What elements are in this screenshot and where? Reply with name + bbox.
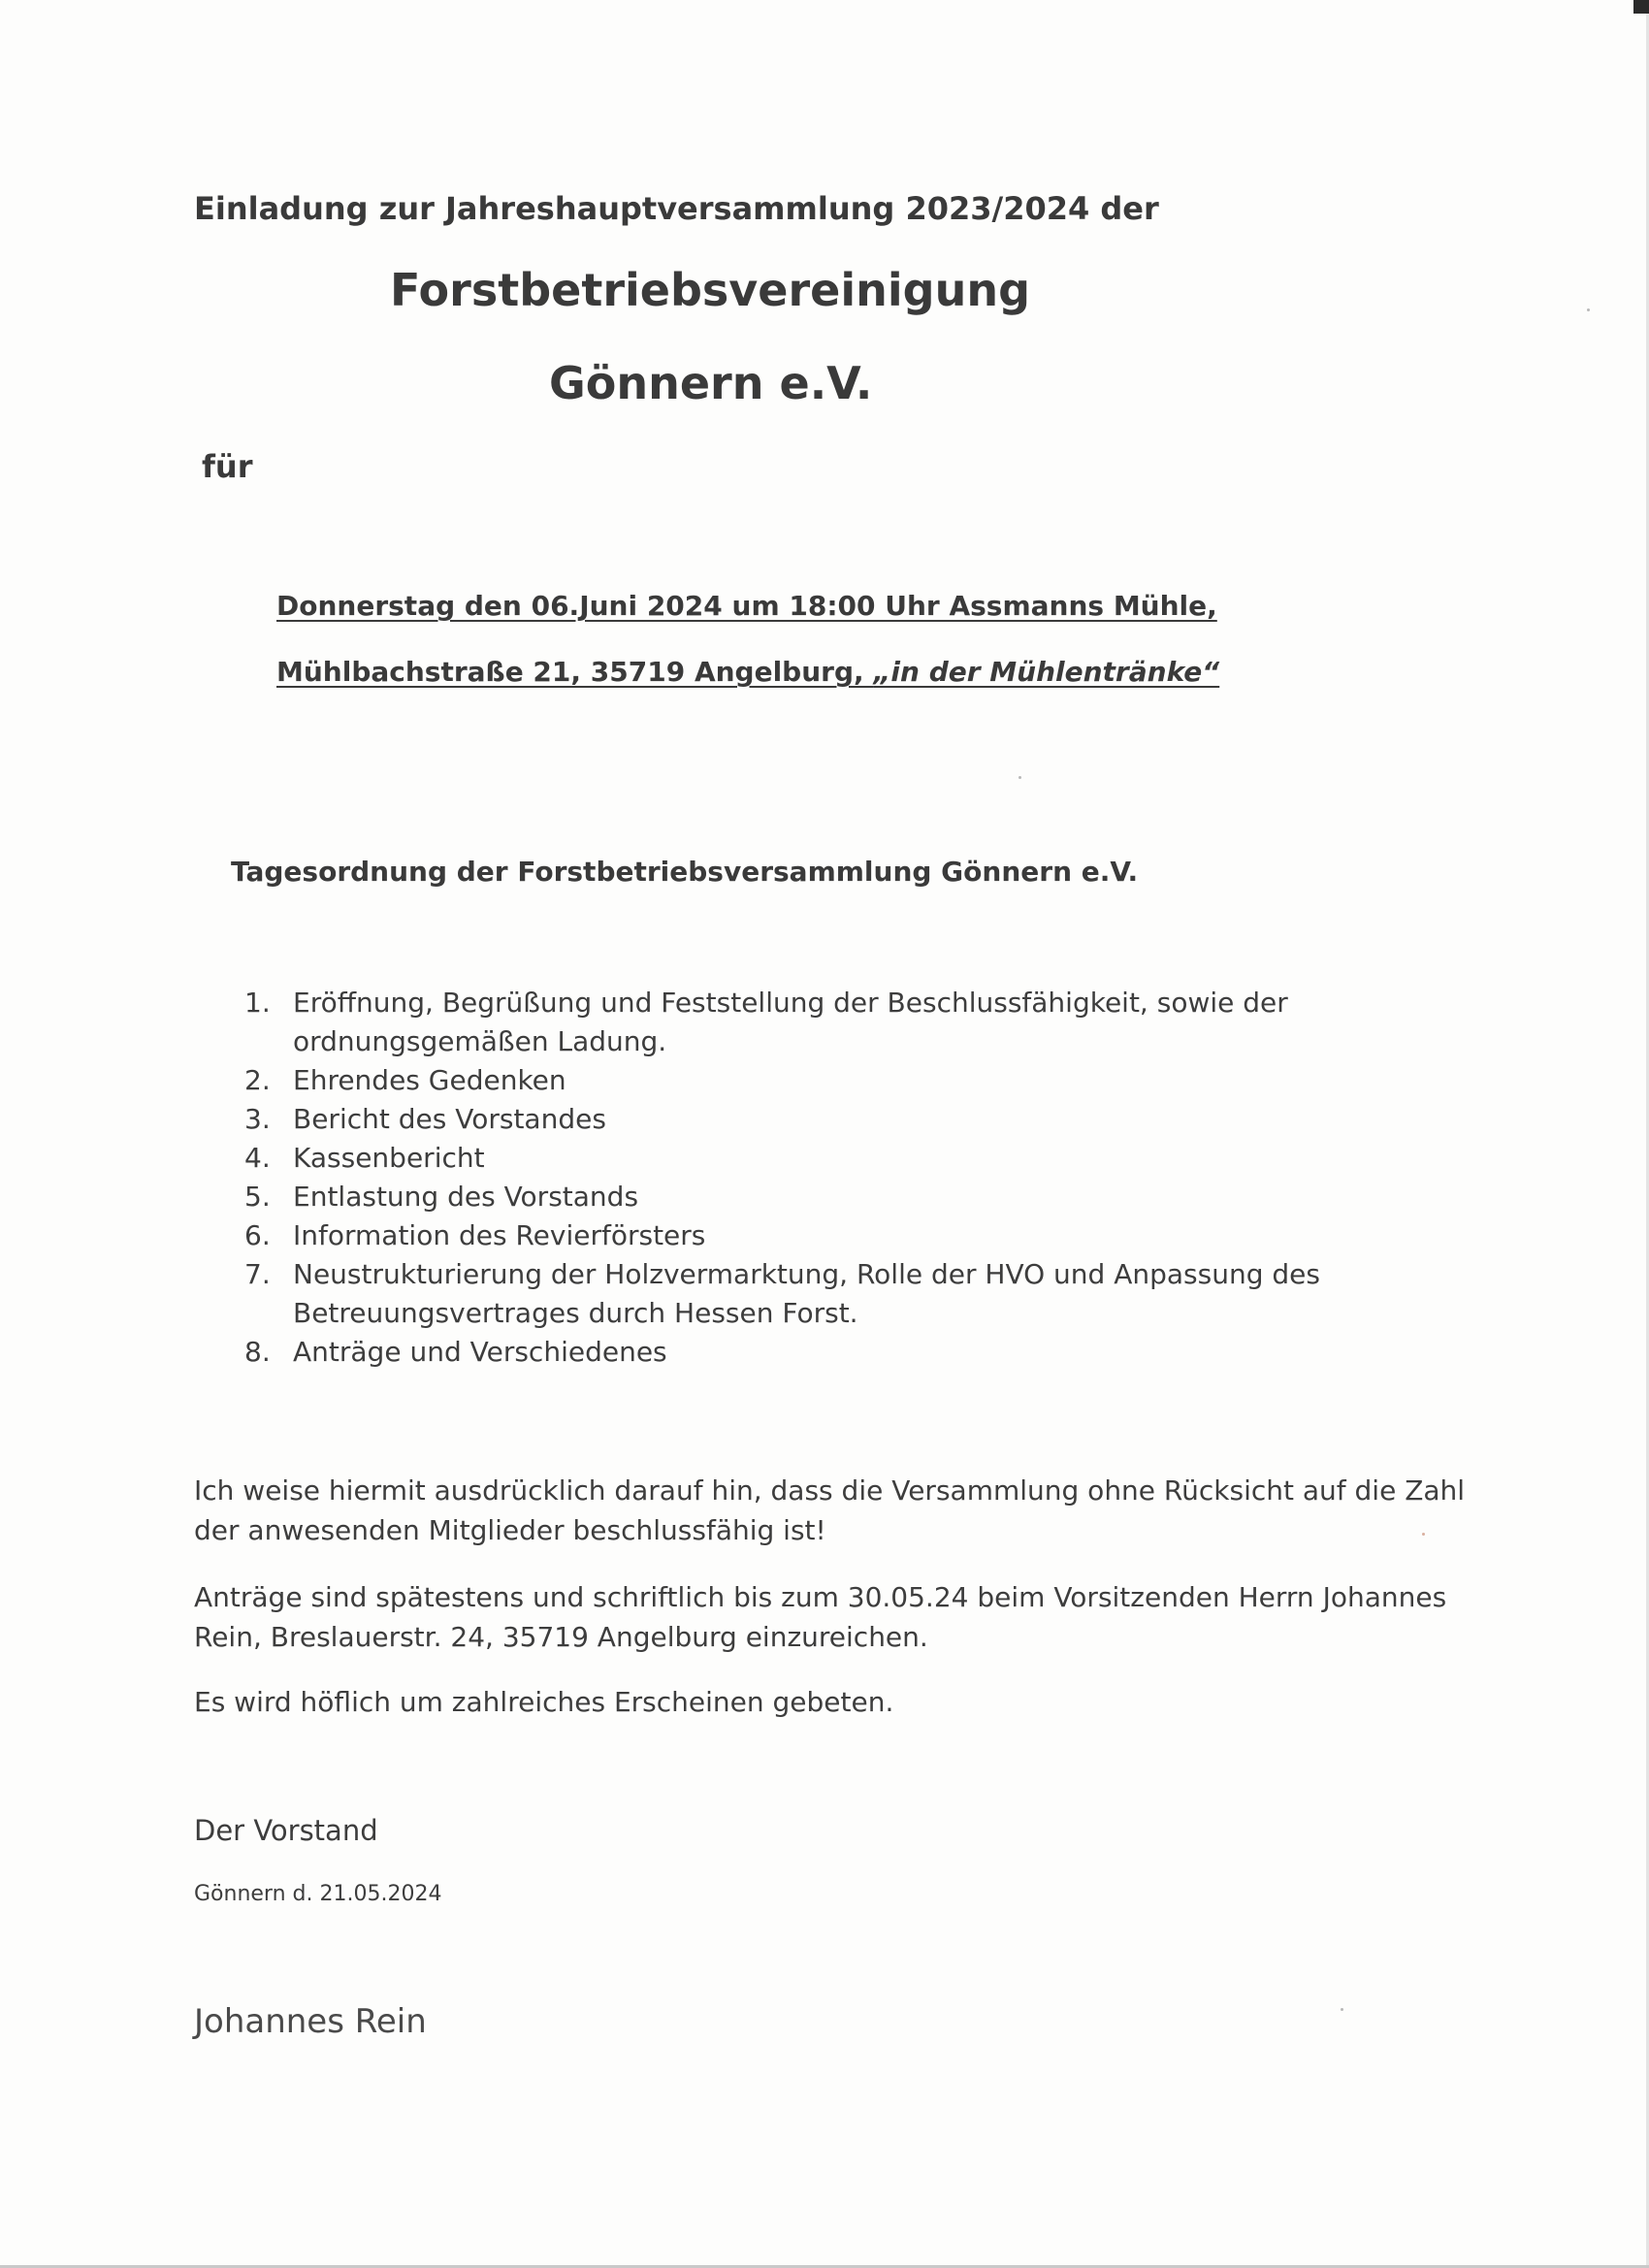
scan-speck xyxy=(1018,776,1021,779)
meeting-address xyxy=(276,656,1219,688)
agenda-item-text: Information des Revierförsters xyxy=(293,1219,706,1251)
scan-speck xyxy=(1341,2008,1343,2011)
meeting-date-venue: Donnerstag den 06.Juni 2024 um 18:00 Uhr Assmanns Mühle, xyxy=(276,590,1217,622)
agenda-item-text: Anträge und Verschiedenes xyxy=(293,1336,667,1368)
attendance-request-text: Es wird höflich um zahlreiches Erscheinen gebeten. xyxy=(194,1686,894,1718)
motions-notice-line: Anträge sind spätestens und schriftlich bis zum 30.05.24 beim Vorsitzenden Herrn Johannes xyxy=(194,1581,1447,1613)
agenda-item xyxy=(231,1216,1356,1255)
agenda-item xyxy=(231,1139,1356,1178)
agenda-item-number: 1. xyxy=(244,987,271,1019)
agenda-list xyxy=(231,984,1356,1372)
quorum-notice-line: der anwesenden Mitglieder beschlussfähig ist! xyxy=(194,1514,826,1546)
quorum-notice xyxy=(194,1471,1466,1550)
meeting-room: „in der Mühlentränke“ xyxy=(873,656,1220,688)
agenda-item-number: 3. xyxy=(244,1103,271,1135)
agenda-item-number: 2. xyxy=(244,1064,271,1096)
agenda-item-number: 4. xyxy=(244,1142,271,1174)
signature-name: Johannes Rein xyxy=(194,2002,427,2041)
agenda-item-text: Neustrukturierung der Holzvermarktung, Rolle der HVO und Anpassung des xyxy=(293,1258,1320,1290)
agenda-item-text: ordnungsgemäßen Ladung. xyxy=(293,1025,667,1057)
agenda-item-text: Bericht des Vorstandes xyxy=(293,1103,606,1135)
agenda-item-text: Eröffnung, Begrüßung und Feststellung der Beschlussfähigkeit, sowie der xyxy=(293,987,1288,1019)
agenda-item xyxy=(231,1333,1356,1372)
attendance-request xyxy=(194,1682,1455,1722)
for-label: für xyxy=(202,448,253,485)
agenda-item xyxy=(231,984,1356,1061)
agenda-item-text: Entlastung des Vorstands xyxy=(293,1181,639,1213)
agenda-item-text: Kassenbericht xyxy=(293,1142,485,1174)
agenda-item-number: 5. xyxy=(244,1181,271,1213)
agenda-item xyxy=(231,1255,1356,1333)
agenda-title: Tagesordnung der Forstbetriebsversammlung Gönnern e.V. xyxy=(231,856,1139,888)
agenda-item xyxy=(231,1178,1356,1216)
organization-location: Gönnern e.V. xyxy=(549,357,873,409)
agenda-item xyxy=(231,1100,1356,1139)
agenda-item xyxy=(231,1061,1356,1100)
invitation-intro: Einladung zur Jahreshauptversammlung 2023/2024 der xyxy=(194,190,1159,227)
agenda-item-text: Betreuungsvertrages durch Hessen Forst. xyxy=(293,1297,858,1329)
organization-name: Forstbetriebsvereinigung xyxy=(390,264,1030,316)
motions-notice xyxy=(194,1577,1455,1657)
signature-place-date: Gönnern d. 21.05.2024 xyxy=(194,1882,442,1906)
meeting-address-street: Mühlbachstraße 21, 35719 Angelburg, xyxy=(276,656,874,688)
signature-board: Der Vorstand xyxy=(194,1814,378,1847)
quorum-notice-line: Ich weise hiermit ausdrücklich darauf hin, dass die Versammlung ohne Rücksicht auf die Zahl xyxy=(194,1474,1466,1507)
agenda-item-text: Ehrendes Gedenken xyxy=(293,1064,566,1096)
agenda-item-number: 6. xyxy=(244,1219,271,1251)
motions-notice-line: Rein, Breslauerstr. 24, 35719 Angelburg einzureichen. xyxy=(194,1621,928,1653)
scan-corner-mark xyxy=(1633,0,1649,14)
agenda-item-number: 8. xyxy=(244,1336,271,1368)
agenda-item-number: 7. xyxy=(244,1258,271,1290)
scan-speck xyxy=(1587,308,1590,311)
